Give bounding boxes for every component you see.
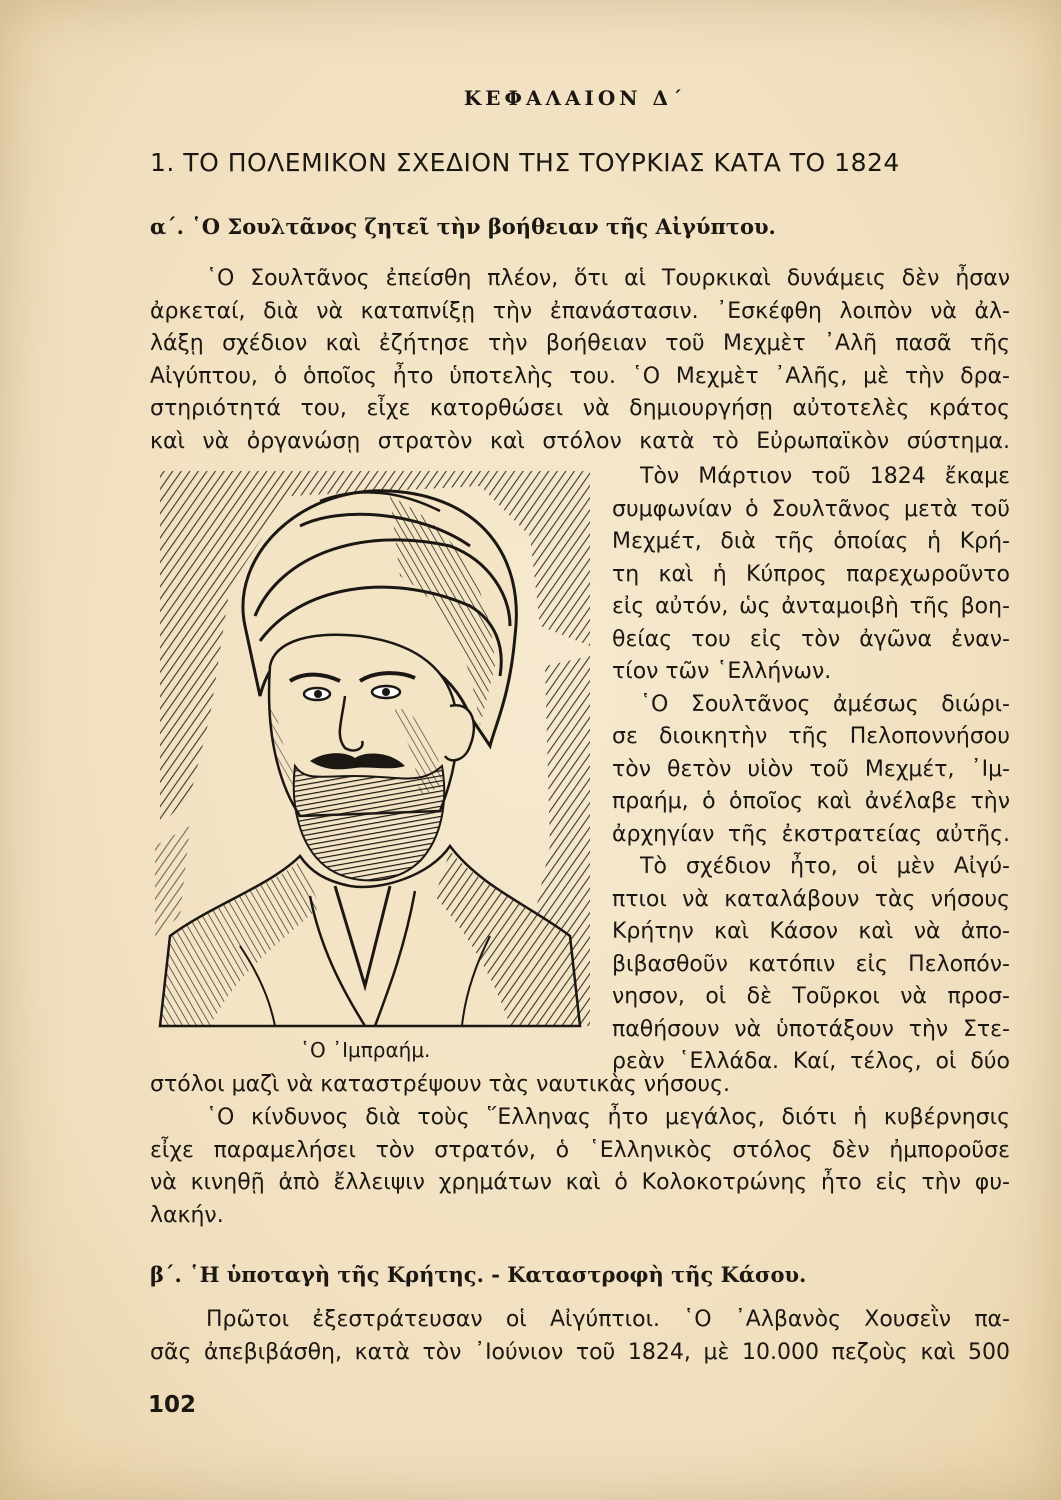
paragraph-line: ἀρκεταί, διὰ νὰ καταπνίξῃ τὴν ἐπανάστασιν. ᾿Εσκέφθη λοιπὸν νὰ ἀλ-	[150, 298, 1010, 324]
paragraph-4	[150, 1304, 1010, 1369]
column-line: πραήμ, ὁ ὁποῖος καὶ ἀνέλαβε τὴν	[612, 789, 1010, 814]
background-hatching	[155, 826, 190, 936]
column-line: τίον τῶν ῾Ελλήνων.	[612, 659, 832, 684]
column-line: βιβασθοῦν κατόπιν εἰς Πελοπόν-	[612, 951, 1010, 977]
column-line: νησον, οἱ δὲ Τοῦρκοι νὰ προσ-	[612, 984, 1010, 1009]
portrait-caption: ῾Ο ᾿Ιμπραήμ.	[300, 1038, 431, 1062]
subheading-a: α΄. ῾Ο Σουλτᾶνος ζητεῖ τὴν βοήθειαν τῆς Αἰγύπτου.	[150, 214, 776, 239]
paragraph-line: ῾Ο κίνδυνος διὰ τοὺς ῞Ελληνας ἦτο μεγάλος, διότι ἡ κυβέρνησις	[206, 1105, 1010, 1130]
column-line: παθήσουν νὰ ὑποτάξουν τὴν Στε-	[612, 1016, 1010, 1042]
text-column	[612, 461, 1010, 1079]
paragraph-line: Αἰγύπτου, ὁ ὁποῖος ἦτο ὑποτελὴς του. ῾Ο Μεχμὲτ ᾿Αλῆς, μὲ τὴν δρα-	[150, 363, 1010, 389]
column-line: ἀρχηγίαν τῆς ἐκστρατείας αὐτῆς.	[612, 821, 1010, 847]
column-line: ῾Ο Σουλτᾶνος ἀμέσως διώρι-	[640, 691, 1010, 717]
column-line: Μεχμέτ, διὰ τῆς ὁποίας ἡ Κρή-	[612, 529, 1010, 554]
paragraph-line: στηριότητά του, εἶχε κατορθώσει νὰ δημιουργήσῃ αὐτοτελὲς κράτος	[150, 396, 1010, 421]
paragraph-line: καὶ νὰ ὀργανώσῃ στρατὸν καὶ στόλον κατὰ τὸ Εὐρωπαϊκὸν σύστημα.	[150, 428, 1010, 454]
column-line: τὸν θετὸν υἱὸν τοῦ Μεχμέτ, ᾿Ιμ-	[612, 756, 1010, 782]
column-line: εἰς αὐτόν, ὡς ἀνταμοιβὴ τῆς βοη-	[612, 594, 1010, 619]
paragraph-1	[150, 263, 1010, 458]
column-line: τη καὶ ἡ Κύπρος παρεχωροῦντο	[612, 561, 1010, 587]
column-line: θείας του εἰς τὸν ἀγῶνα ἐναν-	[612, 626, 1010, 652]
paragraph-3	[150, 1102, 1010, 1232]
subheading-b: β΄. ῾Η ὑποταγὴ τῆς Κρήτης. - Καταστροφὴ τῆς Κάσου.	[150, 1262, 807, 1287]
portrait-illustration	[150, 466, 598, 1036]
paragraph-line: εἶχε παραμελήσει τὸν στρατόν, ὁ ῾Ελληνικὸς στόλος δὲν ἠμποροῦσε	[150, 1137, 1010, 1163]
page-number: 102	[148, 1392, 197, 1418]
column-line: συμφωνίαν ὁ Σουλτᾶνος μετὰ τοῦ	[612, 496, 1010, 522]
paragraph-line: ῾Ο Σουλτᾶνος ἐπείσθη πλέον, ὅτι αἱ Τουρκικαὶ δυνάμεις δὲν ἦσαν	[206, 266, 1010, 291]
beard	[294, 766, 444, 880]
section-title: 1. ΤΟ ΠΟΛΕΜΙΚΟΝ ΣΧΕΔΙΟΝ ΤΗΣ ΤΟΥΡΚΙΑΣ ΚΑΤΑ ΤΟ 1824	[150, 148, 900, 177]
column-line: Τὸ σχέδιον ἦτο, οἱ μὲν Αἰγύ-	[640, 854, 1010, 879]
paragraph-line: σᾶς ἀπεβιβάσθη, κατὰ τὸν ᾿Ιούνιον τοῦ 1824, μὲ 10.000 πεζοὺς καὶ 500	[150, 1339, 1010, 1365]
paragraph-line: λάξῃ σχέδιον καὶ ἐζήτησε τὴν βοήθειαν τοῦ Μεχμὲτ ᾿Αλῆ πασᾶ τῆς	[150, 331, 1010, 356]
column-line: Τὸν Μάρτιον τοῦ 1824 ἔκαμε	[640, 464, 1010, 489]
chapter-heading: ΚΕΦΑΛΑΙΟΝ Δ΄	[463, 86, 687, 110]
paragraph-line: Πρῶτοι ἐξεστράτευσαν οἱ Αἰγύπτιοι. ῾Ο ᾿Αλβανὸς Χουσεῒν πα-	[206, 1307, 1010, 1332]
paragraph-2-tail	[150, 1069, 1010, 1102]
column-line: ρεὰν ῾Ελλάδα. Καί, τέλος, οἱ δύο	[612, 1049, 1010, 1074]
paragraph-line: στόλοι μαζὶ νὰ καταστρέψουν τὰς ναυτικὰς νήσους.	[150, 1072, 731, 1097]
paragraph-line: λακήν.	[150, 1202, 224, 1228]
paragraph-line: νὰ κινηθῇ ἀπὸ ἔλλειψιν χρημάτων καὶ ὁ Κολοκοτρώνης ἦτο εἰς τὴν φυ-	[150, 1170, 1010, 1195]
column-line: Κρήτην καὶ Κάσον καὶ νὰ ἀπο-	[612, 919, 1010, 944]
column-line: σε διοικητὴν τῆς Πελοποννήσου	[612, 724, 1010, 749]
column-line: πτιοι νὰ καταλάβουν τὰς νήσους	[612, 886, 1010, 912]
